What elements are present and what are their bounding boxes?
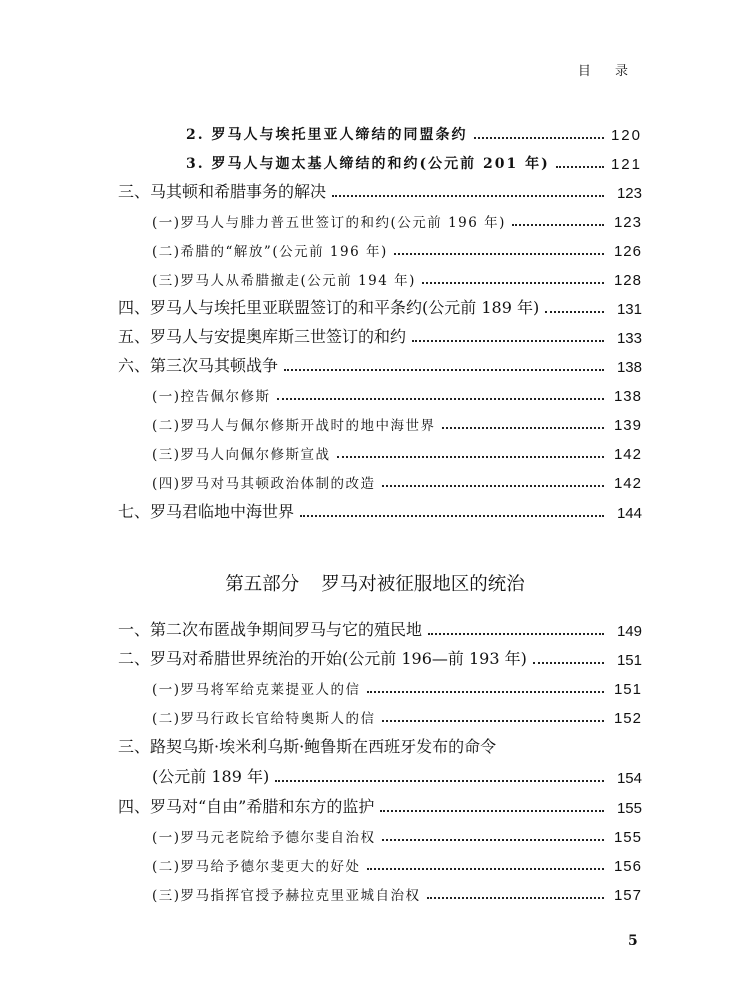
toc-entry[interactable] xyxy=(152,379,642,405)
part-heading xyxy=(0,570,750,596)
toc-entry-title: (一)罗马人与腓力普五世签订的和约(公元前 196 年) xyxy=(152,215,506,231)
toc-entry-title: (二)罗马行政长官给特奥斯人的信 xyxy=(152,711,376,727)
toc-entry-title: (三)罗马人从希腊撤走(公元前 194 年) xyxy=(152,273,416,289)
toc-entry-title: 六、第三次马其顿战争 xyxy=(118,356,279,375)
toc-entry-title: (二)罗马给予德尔斐更大的好处 xyxy=(152,859,361,875)
toc-entry-page: 131 xyxy=(616,301,642,318)
leader-dots xyxy=(394,253,604,255)
toc-entry-page: 126 xyxy=(613,243,642,260)
toc-entry-page: 123 xyxy=(616,185,642,202)
leader-dots xyxy=(512,224,604,226)
toc-entry[interactable] xyxy=(152,205,642,231)
toc-entry[interactable] xyxy=(118,350,642,376)
toc-entry[interactable] xyxy=(152,466,642,492)
leader-dots xyxy=(412,340,604,342)
toc-entry[interactable] xyxy=(118,791,642,817)
toc-entry-title: (四)罗马对马其顿政治体制的改造 xyxy=(152,476,376,492)
toc-entry[interactable] xyxy=(186,118,642,144)
leader-dots xyxy=(533,662,604,664)
leader-dots xyxy=(277,398,604,400)
leader-dots xyxy=(556,166,604,168)
toc-entry[interactable] xyxy=(152,849,642,875)
toc-entry-page: 138 xyxy=(613,388,642,405)
toc-entry[interactable] xyxy=(152,263,642,289)
leader-dots xyxy=(422,282,604,284)
part-title: 罗马对被征服地区的统治 xyxy=(321,574,525,595)
leader-dots xyxy=(382,720,604,722)
toc-entry-continuation[interactable] xyxy=(152,761,642,787)
toc-entry-title: 五、罗马人与安提奥库斯三世签订的和约 xyxy=(118,327,407,346)
leader-dots xyxy=(474,137,605,139)
toc-entry[interactable] xyxy=(118,731,642,757)
toc-entry-page: 120 xyxy=(610,127,642,144)
toc-entry[interactable] xyxy=(152,672,642,698)
toc-entry-page: 155 xyxy=(616,800,642,817)
toc-entry-page: 151 xyxy=(616,652,642,669)
toc-entry-page: 154 xyxy=(616,770,642,787)
toc-entry-title: 一、第二次布匿战争期间罗马与它的殖民地 xyxy=(118,620,423,639)
toc-entry[interactable] xyxy=(152,234,642,260)
leader-dots xyxy=(367,868,604,870)
leader-dots xyxy=(275,780,604,782)
toc-entry-title: (一)罗马元老院给予德尔斐自治权 xyxy=(152,830,376,846)
toc-entry[interactable] xyxy=(186,147,642,173)
toc-entry-page: 152 xyxy=(613,710,642,727)
leader-dots xyxy=(427,897,604,899)
leader-dots xyxy=(332,195,604,197)
toc-entry[interactable] xyxy=(118,496,642,522)
toc-entry-title: (三)罗马人向佩尔修斯宣战 xyxy=(152,447,331,463)
page-number: 5 xyxy=(628,933,638,949)
toc-entry-title: (公元前 189 年) xyxy=(152,767,270,786)
leader-dots xyxy=(300,515,604,517)
toc-entry-title: (三)罗马指挥官授予赫拉克里亚城自治权 xyxy=(152,888,421,904)
toc-entry-title: 三、路契乌斯·埃米利乌斯·鲍鲁斯在西班牙发布的命令 xyxy=(118,737,497,756)
toc-entry-title: (一)罗马将军给克莱提亚人的信 xyxy=(152,682,361,698)
toc-entry-title: 七、罗马君临地中海世界 xyxy=(118,502,295,521)
toc-entry-title: 三、马其顿和希腊事务的解决 xyxy=(118,182,327,201)
toc-entry[interactable] xyxy=(118,292,642,318)
toc-entry-page: 156 xyxy=(613,858,642,875)
toc-entry-page: 149 xyxy=(616,623,642,640)
toc-entry[interactable] xyxy=(118,614,642,640)
leader-dots xyxy=(442,427,604,429)
toc-entry[interactable] xyxy=(152,820,642,846)
toc-entry-page: 128 xyxy=(613,272,642,289)
toc-entry-page: 151 xyxy=(613,681,642,698)
toc-entry-page: 144 xyxy=(616,505,642,522)
toc-entry[interactable] xyxy=(152,408,642,434)
leader-dots xyxy=(284,369,604,371)
leader-dots xyxy=(382,839,604,841)
toc-entry-page: 138 xyxy=(616,359,642,376)
toc-entry-page: 142 xyxy=(613,475,642,492)
toc-entry[interactable] xyxy=(118,176,642,202)
leader-dots xyxy=(428,633,604,635)
toc-entry-title: 3. 罗马人与迦太基人缔结的和约(公元前 201 年) xyxy=(186,156,550,172)
toc-entry-page: 123 xyxy=(613,214,642,231)
running-head: 目 录 xyxy=(577,64,638,79)
toc-entry[interactable] xyxy=(152,878,642,904)
toc-entry-page: 157 xyxy=(613,887,642,904)
toc-entry[interactable] xyxy=(118,643,642,669)
toc-entry-title: 二、罗马对希腊世界统治的开始(公元前 196—前 193 年) xyxy=(118,649,527,668)
toc-entry-page: 142 xyxy=(613,446,642,463)
leader-dots xyxy=(380,810,604,812)
toc-entry[interactable] xyxy=(118,321,642,347)
toc-entry-title: (一)控告佩尔修斯 xyxy=(152,389,271,405)
toc-entry-title: 四、罗马人与埃托里亚联盟签订的和平条约(公元前 189 年) xyxy=(118,298,540,317)
leader-dots xyxy=(545,311,604,313)
toc-entry-title: (二)罗马人与佩尔修斯开战时的地中海世界 xyxy=(152,418,436,434)
leader-dots xyxy=(367,691,604,693)
leader-dots xyxy=(337,456,604,458)
toc-entry-page: 139 xyxy=(613,417,642,434)
toc-entry-page: 133 xyxy=(616,330,642,347)
toc-entry-title: (二)希腊的“解放”(公元前 196 年) xyxy=(152,244,388,260)
toc-entry-title: 四、罗马对“自由”希腊和东方的监护 xyxy=(118,797,375,816)
toc-entry-page: 121 xyxy=(610,156,642,173)
toc-entry[interactable] xyxy=(152,701,642,727)
toc-entry[interactable] xyxy=(152,437,642,463)
leader-dots xyxy=(382,485,604,487)
toc-entry-title: 2. 罗马人与埃托里亚人缔结的同盟条约 xyxy=(186,127,468,143)
toc-entry-page: 155 xyxy=(613,829,642,846)
part-label: 第五部分 xyxy=(225,574,300,595)
